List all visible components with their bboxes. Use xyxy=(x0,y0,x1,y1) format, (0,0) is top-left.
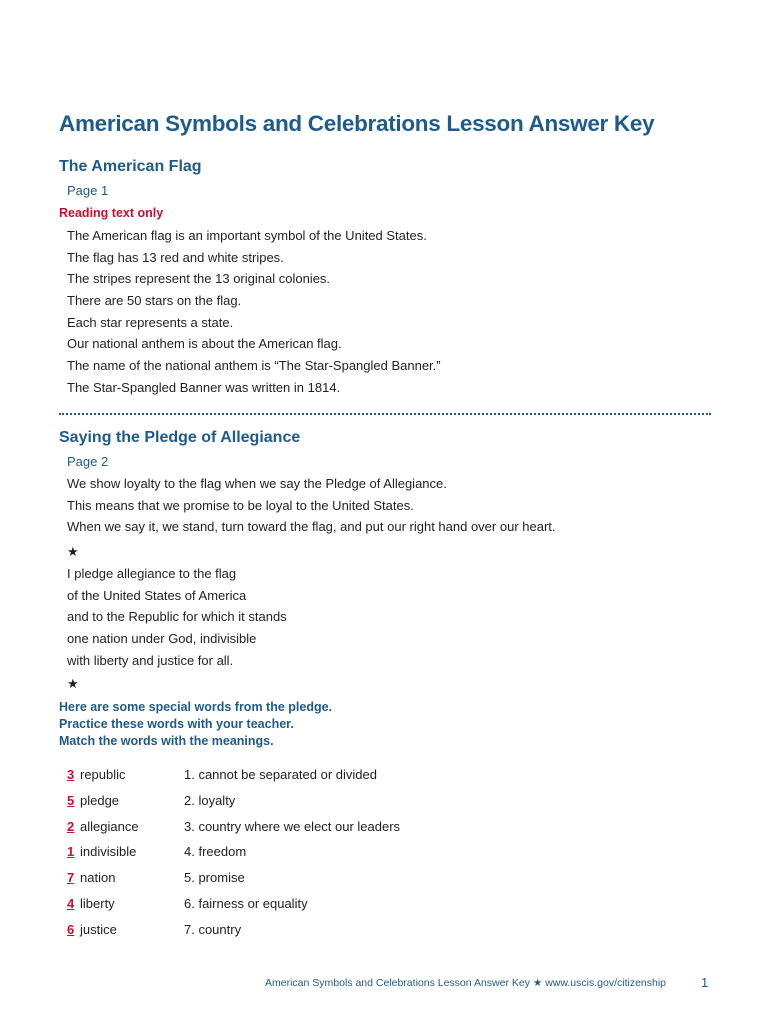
definition: 1. cannot be separated or divided xyxy=(184,767,377,782)
pledge-line: and to the Republic for which it stands xyxy=(67,609,287,625)
dotted-divider xyxy=(59,413,711,415)
page-number: 1 xyxy=(701,975,709,990)
pledge-line: I pledge allegiance to the flag xyxy=(67,566,237,581)
pledge-intro-text xyxy=(67,473,556,538)
flag-reading-text xyxy=(67,225,441,399)
text-line: We show loyalty to the flag when we say the Pledge of Allegiance. xyxy=(67,476,447,491)
page-title: American Symbols and Celebrations Lesson Answer Key xyxy=(59,111,655,136)
page-label-1: Page 1 xyxy=(67,183,109,198)
instruction-line: Practice these words with your teacher. xyxy=(59,717,294,731)
text-line: The flag has 13 red and white stripes. xyxy=(67,249,284,265)
pledge-text xyxy=(67,563,287,671)
text-line: The Star-Spangled Banner was written in 1814. xyxy=(67,379,341,395)
definition: 7. country xyxy=(184,921,242,937)
vocab-word: pledge xyxy=(80,792,120,808)
vocab-word: nation xyxy=(80,870,116,886)
instruction-line: Here are some special words from the pledge. xyxy=(59,700,333,714)
text-line: Our national anthem is about the American flag. xyxy=(67,336,342,352)
answer-number: 5 xyxy=(67,792,75,808)
definition: 5. promise xyxy=(184,870,245,886)
answer-number: 6 xyxy=(67,921,75,937)
vocab-word: liberty xyxy=(80,895,115,911)
vocab-word: justice xyxy=(80,921,117,937)
section-heading-pledge: Saying the Pledge of Allegiance xyxy=(59,429,301,446)
section-heading-american-flag: The American Flag xyxy=(59,158,202,175)
star-icon: ★ xyxy=(67,676,79,691)
answer-number: 7 xyxy=(67,870,75,886)
answer-number: 2 xyxy=(67,818,75,834)
pledge-line: with liberty and justice for all. xyxy=(67,652,234,668)
answer-number: 1 xyxy=(67,844,75,860)
text-line: When we say it, we stand, turn toward the flag, and put our right hand over our heart. xyxy=(67,519,556,535)
text-line: Each star represents a state. xyxy=(67,314,234,330)
text-line: The American flag is an important symbol of the United States. xyxy=(67,228,427,243)
instruction-line: Match the words with the meanings. xyxy=(59,734,274,748)
star-icon: ★ xyxy=(67,544,79,559)
definition: 2. loyalty xyxy=(184,792,236,808)
text-line: This means that we promise to be loyal to the United States. xyxy=(67,497,414,513)
definition: 4. freedom xyxy=(184,844,247,860)
reading-text-note: Reading text only xyxy=(59,206,164,220)
definition: 6. fairness or equality xyxy=(184,895,308,911)
pledge-line: of the United States of America xyxy=(67,587,247,603)
vocab-word: republic xyxy=(80,767,126,782)
answer-number: 3 xyxy=(67,767,75,782)
text-line: The name of the national anthem is “The Star-Spangled Banner.” xyxy=(67,358,441,374)
answer-number: 4 xyxy=(67,895,75,911)
definition: 3. country where we elect our leaders xyxy=(184,818,401,834)
vocab-word: indivisible xyxy=(80,844,137,860)
text-line: The stripes represent the 13 original colonies. xyxy=(67,271,331,287)
page-label-2: Page 2 xyxy=(67,454,109,469)
page-footer: American Symbols and Celebrations Lesson Answer Key ★ www.uscis.gov/citizenship xyxy=(265,977,667,989)
vocab-word: allegiance xyxy=(80,818,139,834)
matching-instructions xyxy=(59,699,332,750)
text-line: There are 50 stars on the flag. xyxy=(67,293,242,309)
pledge-line: one nation under God, indivisible xyxy=(67,631,257,647)
